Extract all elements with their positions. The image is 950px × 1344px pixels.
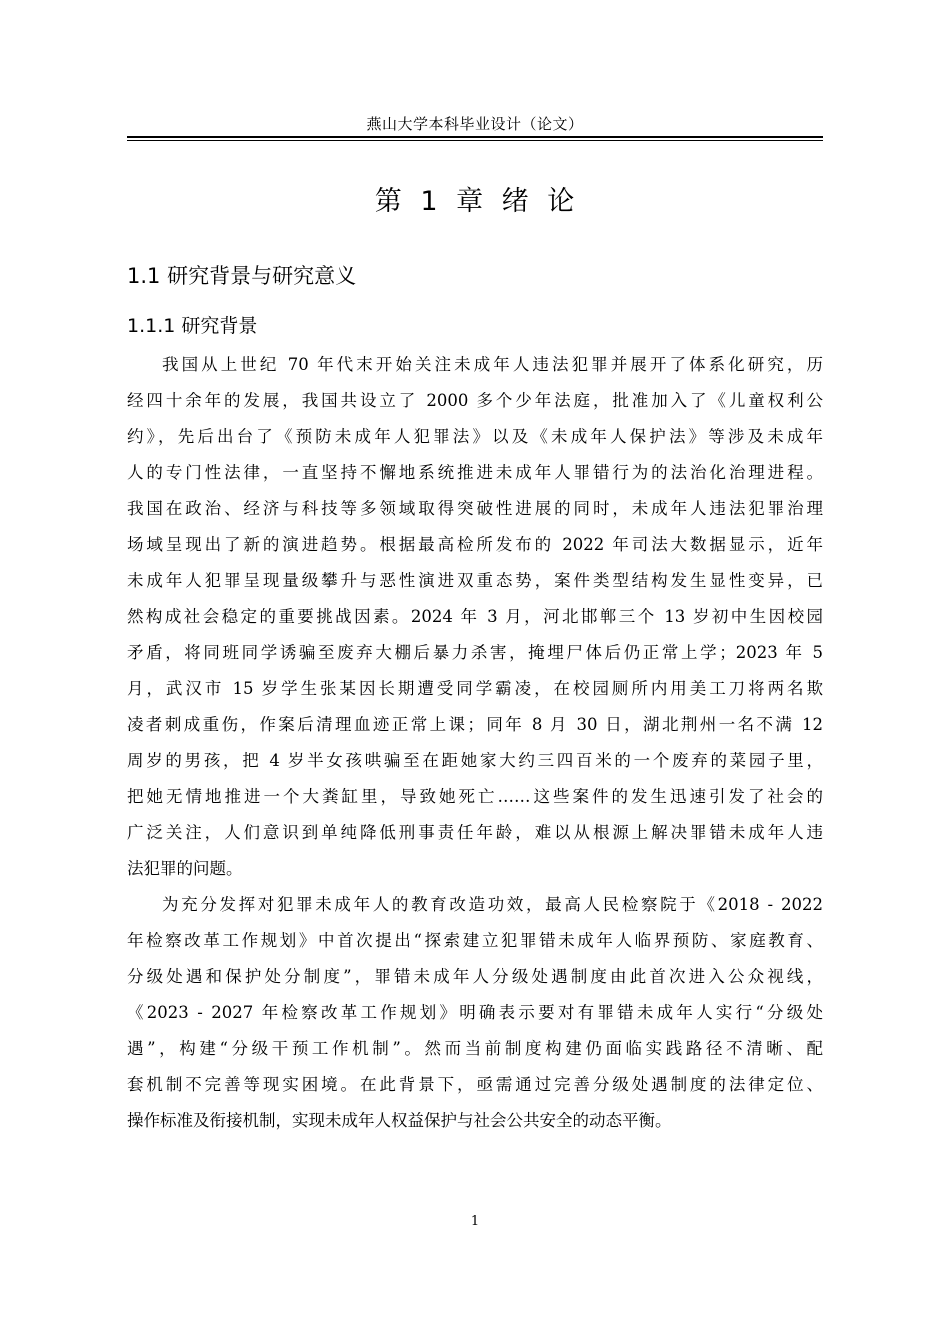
chapter-title: 第 1 章 绪 论 bbox=[374, 186, 576, 217]
header-rule-thin bbox=[127, 140, 823, 141]
text-line: 年检察改革工作规划》中首次提出“探索建立犯罪错未成年人临界预防、家庭教育、 bbox=[127, 931, 823, 950]
text-line: 未成年人犯罪呈现量级攀升与恶性演进双重态势，案件类型结构发生显性变异，已 bbox=[127, 571, 823, 590]
text-line: 约》，先后出台了《预防未成年人犯罪法》以及《未成年人保护法》等涉及未成年 bbox=[127, 427, 823, 446]
paragraph-1 bbox=[127, 347, 823, 887]
text-line: 我国在政治、经济与科技等多领域取得突破性进展的同时，未成年人违法犯罪治理 bbox=[127, 499, 823, 518]
text-line: 周岁的男孩，把 4 岁半女孩哄骗至在距她家大约三四百米的一个废弃的菜园子里， bbox=[127, 751, 823, 770]
text-line: 然构成社会稳定的重要挑战因素。2024 年 3 月，河北邯郸三个 13 岁初中生因校园 bbox=[127, 607, 823, 626]
text-line: 《2023 - 2027 年检察改革工作规划》明确表示要对有罪错未成年人实行“分级处 bbox=[127, 1003, 823, 1022]
paragraph-2 bbox=[127, 887, 823, 1139]
header-rule-thick bbox=[127, 136, 823, 138]
section-title: 1.1 研究背景与研究意义 bbox=[127, 264, 357, 288]
text-line: 把她无情地推进一个大粪缸里，导致她死亡……这些案件的发生迅速引发了社会的 bbox=[127, 787, 823, 806]
text-line: 人的专门性法律，一直坚持不懈地系统推进未成年人罪错行为的法治化治理进程。 bbox=[127, 463, 823, 482]
text-line: 经四十余年的发展，我国共设立了 2000 多个少年法庭，批准加入了《儿童权利公 bbox=[127, 391, 823, 410]
text-line: 矛盾，将同班同学诱骗至废弃大棚后暴力杀害，掩埋尸体后仍正常上学；2023 年 5 bbox=[127, 643, 823, 662]
text-line: 凌者刺成重伤，作案后清理血迹正常上课；同年 8 月 30 日，湖北荆州一名不满 12 bbox=[127, 715, 823, 734]
text-line: 分级处遇和保护处分制度”，罪错未成年人分级处遇制度由此首次进入公众视线， bbox=[127, 967, 823, 986]
text-line: 为充分发挥对犯罪未成年人的教育改造功效，最高人民检察院于《2018 - 2022 bbox=[162, 895, 823, 914]
text-line: 法犯罪的问题。 bbox=[127, 859, 243, 878]
subsection-title: 1.1.1 研究背景 bbox=[127, 315, 258, 337]
text-line: 遇”，构建“分级干预工作机制”。然而当前制度构建仍面临实践路径不清晰、配 bbox=[127, 1039, 823, 1058]
text-line: 我国从上世纪 70 年代末开始关注未成年人违法犯罪并展开了体系化研究，历 bbox=[162, 355, 823, 374]
text-line: 操作标准及衔接机制，实现未成年人权益保护与社会公共安全的动态平衡。 bbox=[127, 1111, 672, 1130]
page-number: 1 bbox=[470, 1214, 480, 1229]
running-header: 燕山大学本科毕业设计（论文） bbox=[366, 115, 584, 133]
text-line: 广泛关注，人们意识到单纯降低刑事责任年龄，难以从根源上解决罪错未成年人违 bbox=[127, 823, 823, 842]
body-text bbox=[127, 347, 823, 1139]
text-line: 月，武汉市 15 岁学生张某因长期遭受同学霸凌，在校园厕所内用美工刀将两名欺 bbox=[127, 679, 823, 698]
text-line: 场域呈现出了新的演进趋势。根据最高检所发布的 2022 年司法大数据显示，近年 bbox=[127, 535, 823, 554]
text-line: 套机制不完善等现实困境。在此背景下，亟需通过完善分级处遇制度的法律定位、 bbox=[127, 1075, 823, 1094]
